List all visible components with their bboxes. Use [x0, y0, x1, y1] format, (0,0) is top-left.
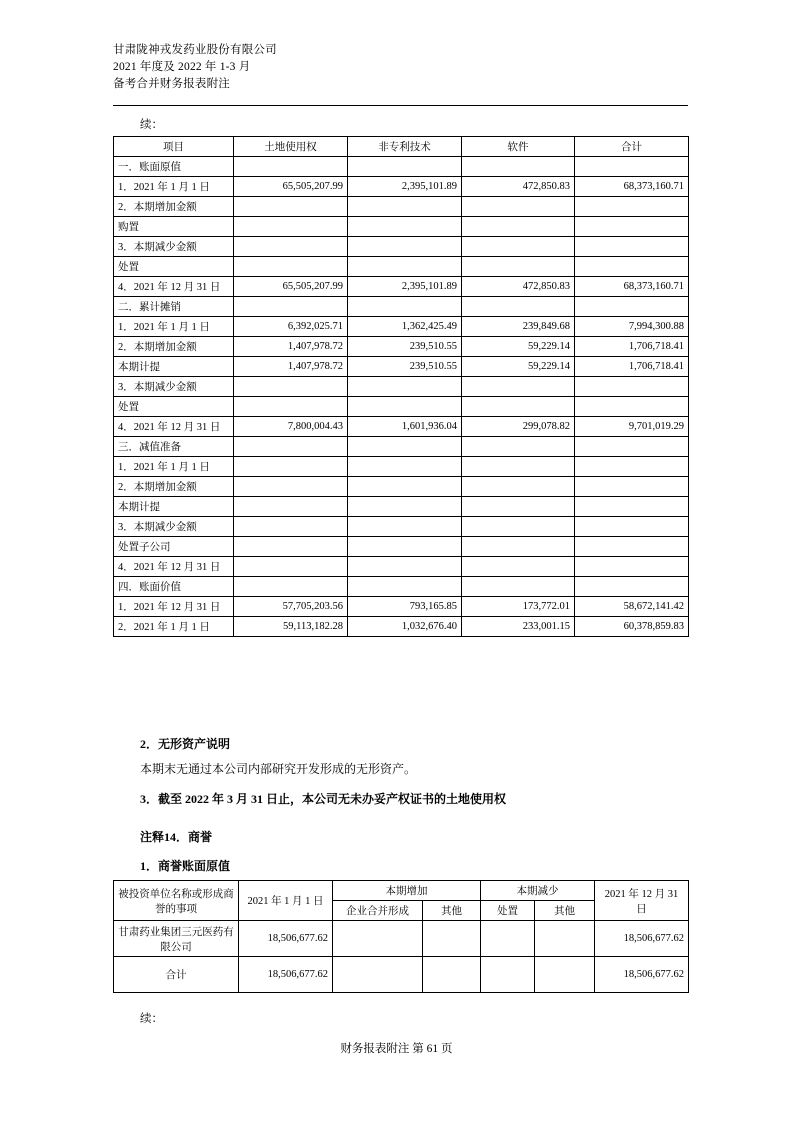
row-value [234, 577, 348, 597]
row-label: 本期计提 [114, 357, 234, 377]
table-row [114, 437, 689, 457]
col-header-investee-name: 被投资单位名称或形成商誉的事项 [114, 881, 239, 921]
table-row [114, 357, 689, 377]
row-value [462, 397, 575, 417]
row-value [348, 537, 462, 557]
row-value: 60,378,859.83 [575, 617, 689, 637]
table-row [114, 921, 689, 957]
row-value [234, 537, 348, 557]
row-label: 本期计提 [114, 497, 234, 517]
row-value: 2,395,101.89 [348, 277, 462, 297]
row-label: 4．2021 年 12 月 31 日 [114, 417, 234, 437]
row-value [234, 497, 348, 517]
row-value [462, 437, 575, 457]
row-value [575, 257, 689, 277]
table-row [114, 597, 689, 617]
row-value [234, 457, 348, 477]
row-value: 233,001.15 [462, 617, 575, 637]
row-value [348, 377, 462, 397]
row-value [575, 377, 689, 397]
row-value [234, 257, 348, 277]
page-footer: 财务报表附注 第 61 页 [340, 1043, 453, 1055]
col-header-business-combination: 企业合并形成 [333, 901, 423, 921]
row-value: 2,395,101.89 [348, 177, 462, 197]
row-label: 三．减值准备 [114, 437, 234, 457]
section-note14-goodwill-title: 注释14．商誉 [140, 830, 213, 844]
row-label: 4．2021 年 12 月 31 日 [114, 277, 234, 297]
row-value: 59,229.14 [462, 337, 575, 357]
row-value [234, 377, 348, 397]
row-value [575, 437, 689, 457]
table-row [114, 557, 689, 577]
col-header-item: 项目 [114, 137, 234, 157]
section-intangible-note-title: 2．无形资产说明 [140, 737, 231, 751]
table-row [114, 397, 689, 417]
table-row [114, 297, 689, 317]
table-row [114, 377, 689, 397]
row-label: 2．2021 年 1 月 1 日 [114, 617, 234, 637]
row-label: 2．本期增加金额 [114, 477, 234, 497]
goodwill-disposal-cell [481, 921, 535, 957]
row-value: 6,392,025.71 [234, 317, 348, 337]
row-value [575, 477, 689, 497]
row-label: 1．2021 年 1 月 1 日 [114, 457, 234, 477]
row-value [575, 497, 689, 517]
row-value: 239,510.55 [348, 357, 462, 377]
row-value [462, 157, 575, 177]
row-value [348, 457, 462, 477]
row-value [348, 297, 462, 317]
row-value [462, 377, 575, 397]
row-label: 3．本期减少金额 [114, 237, 234, 257]
row-value: 1,601,936.04 [348, 417, 462, 437]
intangible-assets-table [113, 136, 689, 637]
row-value: 1,362,425.49 [348, 317, 462, 337]
goodwill-closing-cell: 18,506,677.62 [595, 957, 689, 993]
row-value: 793,165.85 [348, 597, 462, 617]
goodwill-merge-cell [333, 921, 423, 957]
col-header-period-increase: 本期增加 [333, 881, 481, 901]
row-value [462, 477, 575, 497]
table-row [114, 157, 689, 177]
header-period: 2021 年度及 2022 年 1-3 月 [113, 61, 251, 73]
table-row [114, 457, 689, 477]
row-value [575, 297, 689, 317]
col-header-software: 软件 [462, 137, 575, 157]
row-value [234, 517, 348, 537]
table-row [114, 277, 689, 297]
row-value: 7,994,300.88 [575, 317, 689, 337]
goodwill-table [113, 880, 689, 993]
table-row [114, 237, 689, 257]
goodwill-row-name: 甘肃药业集团三元医药有限公司 [114, 921, 239, 957]
row-value: 1,407,978.72 [234, 337, 348, 357]
row-label: 1．2021 年 1 月 1 日 [114, 177, 234, 197]
document-header [113, 42, 688, 93]
row-label: 一．账面原值 [114, 157, 234, 177]
row-value: 65,505,207.99 [234, 277, 348, 297]
row-value: 59,229.14 [462, 357, 575, 377]
row-value [575, 217, 689, 237]
row-value: 68,373,160.71 [575, 177, 689, 197]
row-value: 1,706,718.41 [575, 337, 689, 357]
row-value: 239,510.55 [348, 337, 462, 357]
row-value: 472,850.83 [462, 177, 575, 197]
header-divider [113, 105, 688, 106]
row-label: 3．本期减少金额 [114, 377, 234, 397]
col-header-other-decrease: 其他 [535, 901, 595, 921]
row-value [234, 217, 348, 237]
row-label: 四．账面价值 [114, 577, 234, 597]
col-header-other-increase: 其他 [423, 901, 481, 921]
row-value: 239,849.68 [462, 317, 575, 337]
row-value [234, 237, 348, 257]
row-label: 二．累计摊销 [114, 297, 234, 317]
row-value: 65,505,207.99 [234, 177, 348, 197]
row-value [234, 157, 348, 177]
col-header-closing-balance: 2021 年 12 月 31 日 [595, 881, 689, 921]
row-value: 58,672,141.42 [575, 597, 689, 617]
table-row [114, 417, 689, 437]
continued-label-top: 续： [140, 119, 163, 131]
row-value [462, 577, 575, 597]
row-value [234, 397, 348, 417]
row-value [462, 557, 575, 577]
row-value [348, 157, 462, 177]
row-value [575, 397, 689, 417]
goodwill-merge-cell [333, 957, 423, 993]
goodwill-other-dec-cell [535, 921, 595, 957]
row-value [462, 537, 575, 557]
section-land-use-right-title: 3．截至 2022 年 3 月 31 日止，本公司无未办妥产权证书的土地使用权 [140, 792, 507, 806]
col-header-land-use-right: 土地使用权 [234, 137, 348, 157]
col-header-period-decrease: 本期减少 [481, 881, 595, 901]
col-header-opening-balance: 2021 年 1 月 1 日 [239, 881, 333, 921]
goodwill-opening-cell: 18,506,677.62 [239, 957, 333, 993]
row-value [575, 457, 689, 477]
goodwill-header-row-1 [114, 881, 689, 901]
row-value [348, 217, 462, 237]
row-value [348, 257, 462, 277]
row-value: 1,032,676.40 [348, 617, 462, 637]
row-value [348, 577, 462, 597]
section-goodwill-original-value-title: 1．商誉账面原值 [140, 859, 231, 873]
row-value [348, 397, 462, 417]
row-value: 57,705,203.56 [234, 597, 348, 617]
row-value [462, 297, 575, 317]
goodwill-closing-cell: 18,506,677.62 [595, 921, 689, 957]
row-value: 9,701,019.29 [575, 417, 689, 437]
row-value [348, 197, 462, 217]
row-value: 7,800,004.43 [234, 417, 348, 437]
row-value: 299,078.82 [462, 417, 575, 437]
goodwill-other-add-cell [423, 921, 481, 957]
table-row [114, 517, 689, 537]
goodwill-other-add-cell [423, 957, 481, 993]
goodwill-other-dec-cell [535, 957, 595, 993]
header-doc-type: 备考合并财务报表附注 [113, 78, 230, 90]
header-company-name: 甘肃陇神戎发药业股份有限公司 [113, 44, 277, 56]
table-row [114, 477, 689, 497]
goodwill-opening-cell: 18,506,677.62 [239, 921, 333, 957]
table-row [114, 257, 689, 277]
row-value [234, 477, 348, 497]
table-row [114, 537, 689, 557]
row-value [234, 297, 348, 317]
row-value [348, 477, 462, 497]
row-label: 4．2021 年 12 月 31 日 [114, 557, 234, 577]
row-value [348, 557, 462, 577]
row-value [462, 257, 575, 277]
row-label: 购置 [114, 217, 234, 237]
goodwill-row-name: 合计 [114, 957, 239, 993]
row-label: 处置 [114, 257, 234, 277]
row-value [575, 237, 689, 257]
row-value [234, 437, 348, 457]
col-header-disposal: 处置 [481, 901, 535, 921]
row-value: 472,850.83 [462, 277, 575, 297]
row-value [462, 237, 575, 257]
row-value [575, 577, 689, 597]
col-header-non-patent-tech: 非专利技术 [348, 137, 462, 157]
row-value [575, 157, 689, 177]
row-value: 1,706,718.41 [575, 357, 689, 377]
row-label: 处置子公司 [114, 537, 234, 557]
table-row [114, 957, 689, 993]
row-value: 68,373,160.71 [575, 277, 689, 297]
table-row [114, 217, 689, 237]
row-label: 1．2021 年 1 月 1 日 [114, 317, 234, 337]
table-row [114, 577, 689, 597]
row-label: 2．本期增加金额 [114, 197, 234, 217]
row-value [575, 197, 689, 217]
table-row [114, 317, 689, 337]
row-value [575, 517, 689, 537]
row-value [462, 497, 575, 517]
table-row [114, 617, 689, 637]
table-row [114, 337, 689, 357]
table-row [114, 197, 689, 217]
row-value [348, 497, 462, 517]
row-value [234, 197, 348, 217]
row-value [234, 557, 348, 577]
continued-label-bottom: 续： [140, 1013, 163, 1025]
row-value [575, 537, 689, 557]
col-header-total: 合计 [575, 137, 689, 157]
row-value [462, 457, 575, 477]
row-label: 1．2021 年 12 月 31 日 [114, 597, 234, 617]
section-intangible-note-text: 本期末无通过本公司内部研究开发形成的无形资产。 [140, 762, 417, 776]
table-row [114, 497, 689, 517]
goodwill-disposal-cell [481, 957, 535, 993]
row-value: 173,772.01 [462, 597, 575, 617]
table-header-row [114, 137, 689, 157]
row-value [462, 217, 575, 237]
row-value [462, 197, 575, 217]
row-value [348, 517, 462, 537]
row-value [575, 557, 689, 577]
row-label: 2．本期增加金额 [114, 337, 234, 357]
row-label: 3．本期减少金额 [114, 517, 234, 537]
row-label: 处置 [114, 397, 234, 417]
table-row [114, 177, 689, 197]
row-value [348, 237, 462, 257]
row-value: 1,407,978.72 [234, 357, 348, 377]
row-value: 59,113,182.28 [234, 617, 348, 637]
row-value [348, 437, 462, 457]
row-value [462, 517, 575, 537]
